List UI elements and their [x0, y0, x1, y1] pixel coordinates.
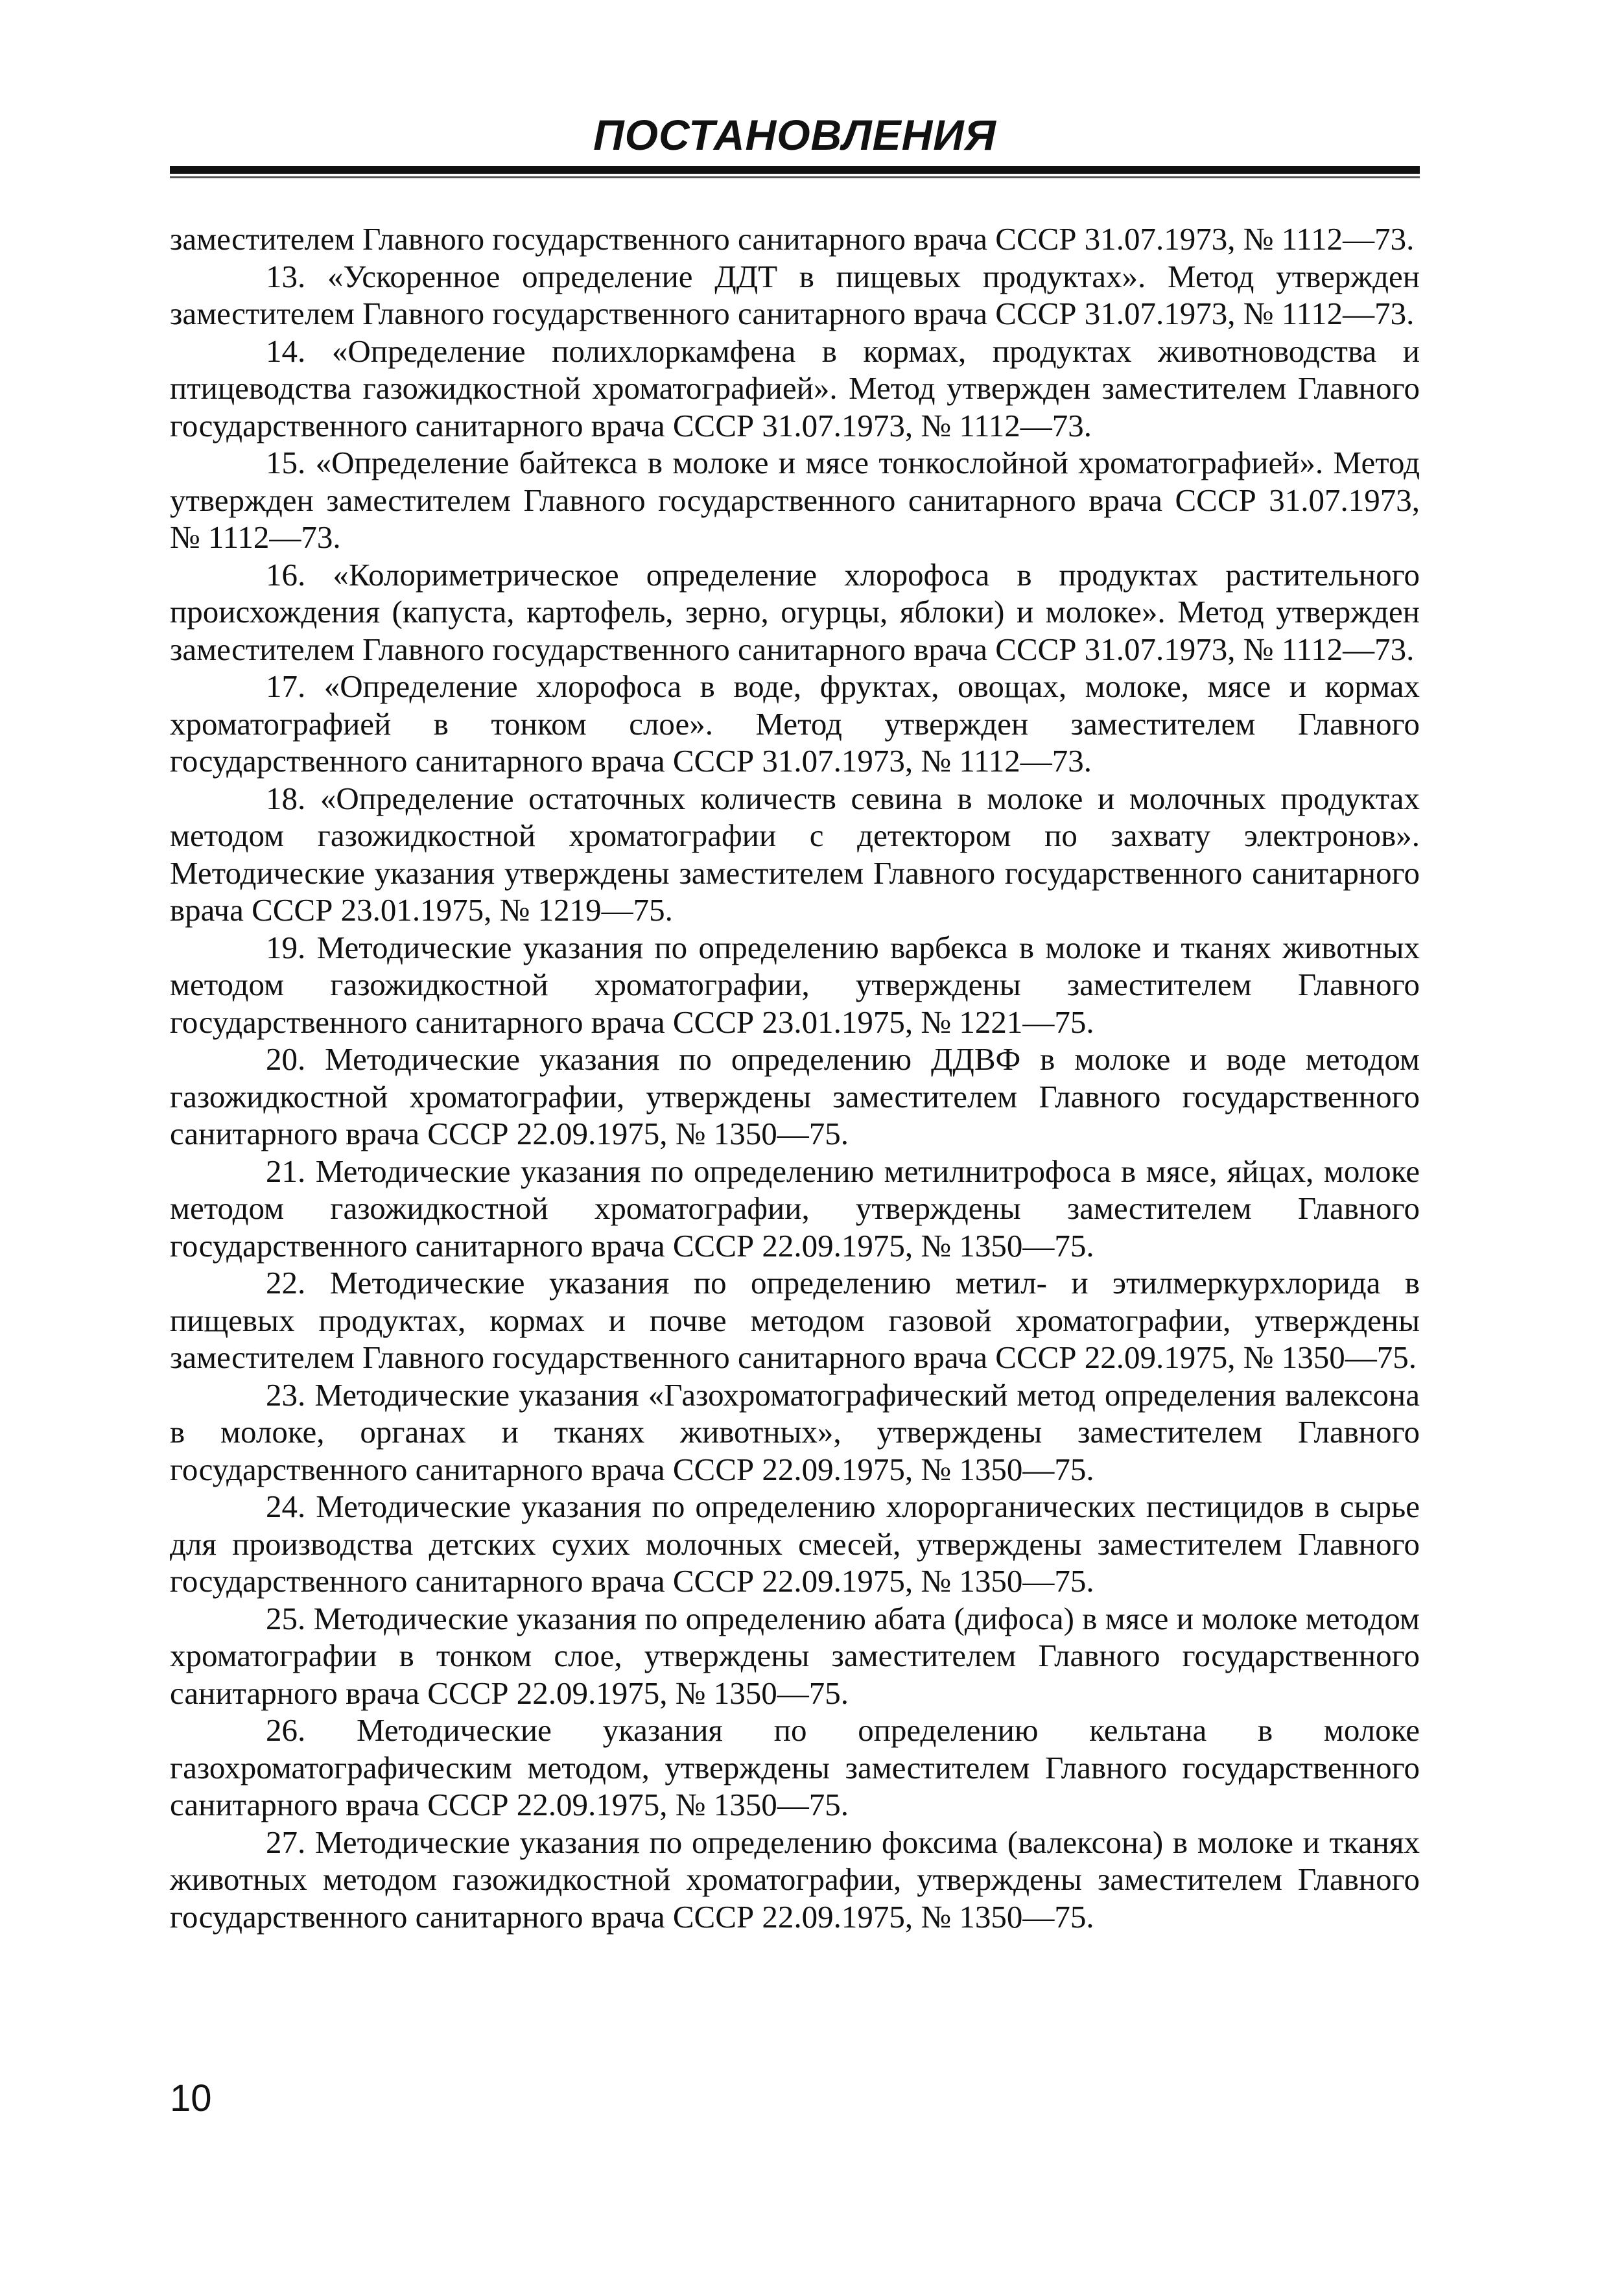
- list-item-27: 27. Методические указания по определению фоксима (валексона) в молоке и тканях животных методом газожидкостной хроматографии, утверждены заместителем Главного государственного санитарного врача СССР 22.09.1975, № 1350—75.: [170, 1824, 1420, 1935]
- section-title: ПОСТАНОВЛЕНИЯ: [593, 111, 996, 159]
- list-item-20: 20. Методические указания по определению ДДВФ в молоке и воде методом газожидкостной хроматографии, утверждены заместителем Главного государственного санитарного врача СССР 22.09.1975, № 1350—75.: [170, 1041, 1420, 1151]
- paragraph: заместителем Главного государственного санитарного врача СССР 31.07.1973, № 1112—73.: [170, 221, 1415, 257]
- list-item-13: 13. «Ускоренное определение ДДТ в пищевых продуктах». Метод утвержден заместителем Главного государственного санитарного врача СССР 31.07.1973, № 1112—73.: [170, 258, 1420, 331]
- list-item-16: 16. «Колориметрическое определение хлорофоса в продуктах растительного происхождения (капуста, картофель, зерно, огурцы, яблоки) и молоке». Метод утвержден заместителем Главного государственного санитарного врача СССР 31.07.1973, № 1112—73.: [170, 556, 1420, 667]
- list-item-19: 19. Методические указания по определению варбекса в молоке и тканях животных методом газожидкостной хроматографии, утверждены заместителем Главного государственного санитарного врача СССР 23.01.1975, № 1221—75.: [170, 929, 1420, 1040]
- list-item-21: 21. Методические указания по определению метилнитрофоса в мясе, яйцах, молоке методом газожидкостной хроматографии, утверждены заместителем Главного государственного санитарного врача СССР 22.09.1975, № 1350—75.: [170, 1153, 1420, 1264]
- page-header: [170, 109, 1420, 180]
- list-item-15: 15. «Определение байтекса в молоке и мясе тонкослойной хроматографией». Метод утвержден заместителем Главного государственного санитарного врача СССР 31.07.1973, № 1112—73.: [170, 445, 1420, 555]
- list-item-17: 17. «Определение хлорофоса в воде, фруктах, овощах, молоке, мясе и кормах хроматографией в тонком слое». Метод утвержден заместителем Главного государственного санитарного врача СССР 31.07.1973, № 1112—73.: [170, 668, 1420, 779]
- document-body: [170, 220, 1420, 1935]
- header-rule: [170, 166, 1420, 174]
- page-number: 10: [170, 2077, 212, 2119]
- list-item-23: 23. Методические указания «Газохроматографический метод определения валексона в молоке, органах и тканях животных», утверждены заместителем Главного государственного санитарного врача СССР 22.09.1975, № 1350—75.: [170, 1376, 1420, 1487]
- list-item-26: 26. Методические указания по определению кельтана в молоке газохроматографическим методом, утверждены заместителем Главного государственного санитарного врача СССР 22.09.1975, № 1350—75.: [170, 1712, 1420, 1822]
- list-item-25: 25. Методические указания по определению абата (дифоса) в мясе и молоке методом хроматографии в тонком слое, утверждены заместителем Главного государственного санитарного врача СССР 22.09.1975, № 1350—75.: [170, 1600, 1420, 1711]
- header-rule-thin: [170, 176, 1420, 178]
- list-item-22: 22. Методические указания по определению метил- и этилмеркурхлорида в пищевых продуктах, кормах и почве методом газовой хроматографии, утверждены заместителем Главного государственного санитарного врача СССР 22.09.1975, № 1350—75.: [170, 1265, 1420, 1375]
- list-item-18: 18. «Определение остаточных количеств севина в молоке и молочных продуктах методом газожидкостной хроматографии с детектором по захвату электронов». Методические указания утверждены заместителем Главного государственного санитарного врача СССР 23.01.1975, № 1219—75.: [170, 780, 1420, 928]
- list-item-24: 24. Методические указания по определению хлорорганических пестицидов в сырье для производства детских сухих молочных смесей, утверждены заместителем Главного государственного санитарного врача СССР 22.09.1975, № 1350—75.: [170, 1489, 1420, 1599]
- list-item-14: 14. «Определение полихлоркамфена в кормах, продуктах животноводства и птицеводства газожидкостной хроматографией». Метод утвержден заместителем Главного государственного санитарного врача СССР 31.07.1973, № 1112—73.: [170, 333, 1420, 443]
